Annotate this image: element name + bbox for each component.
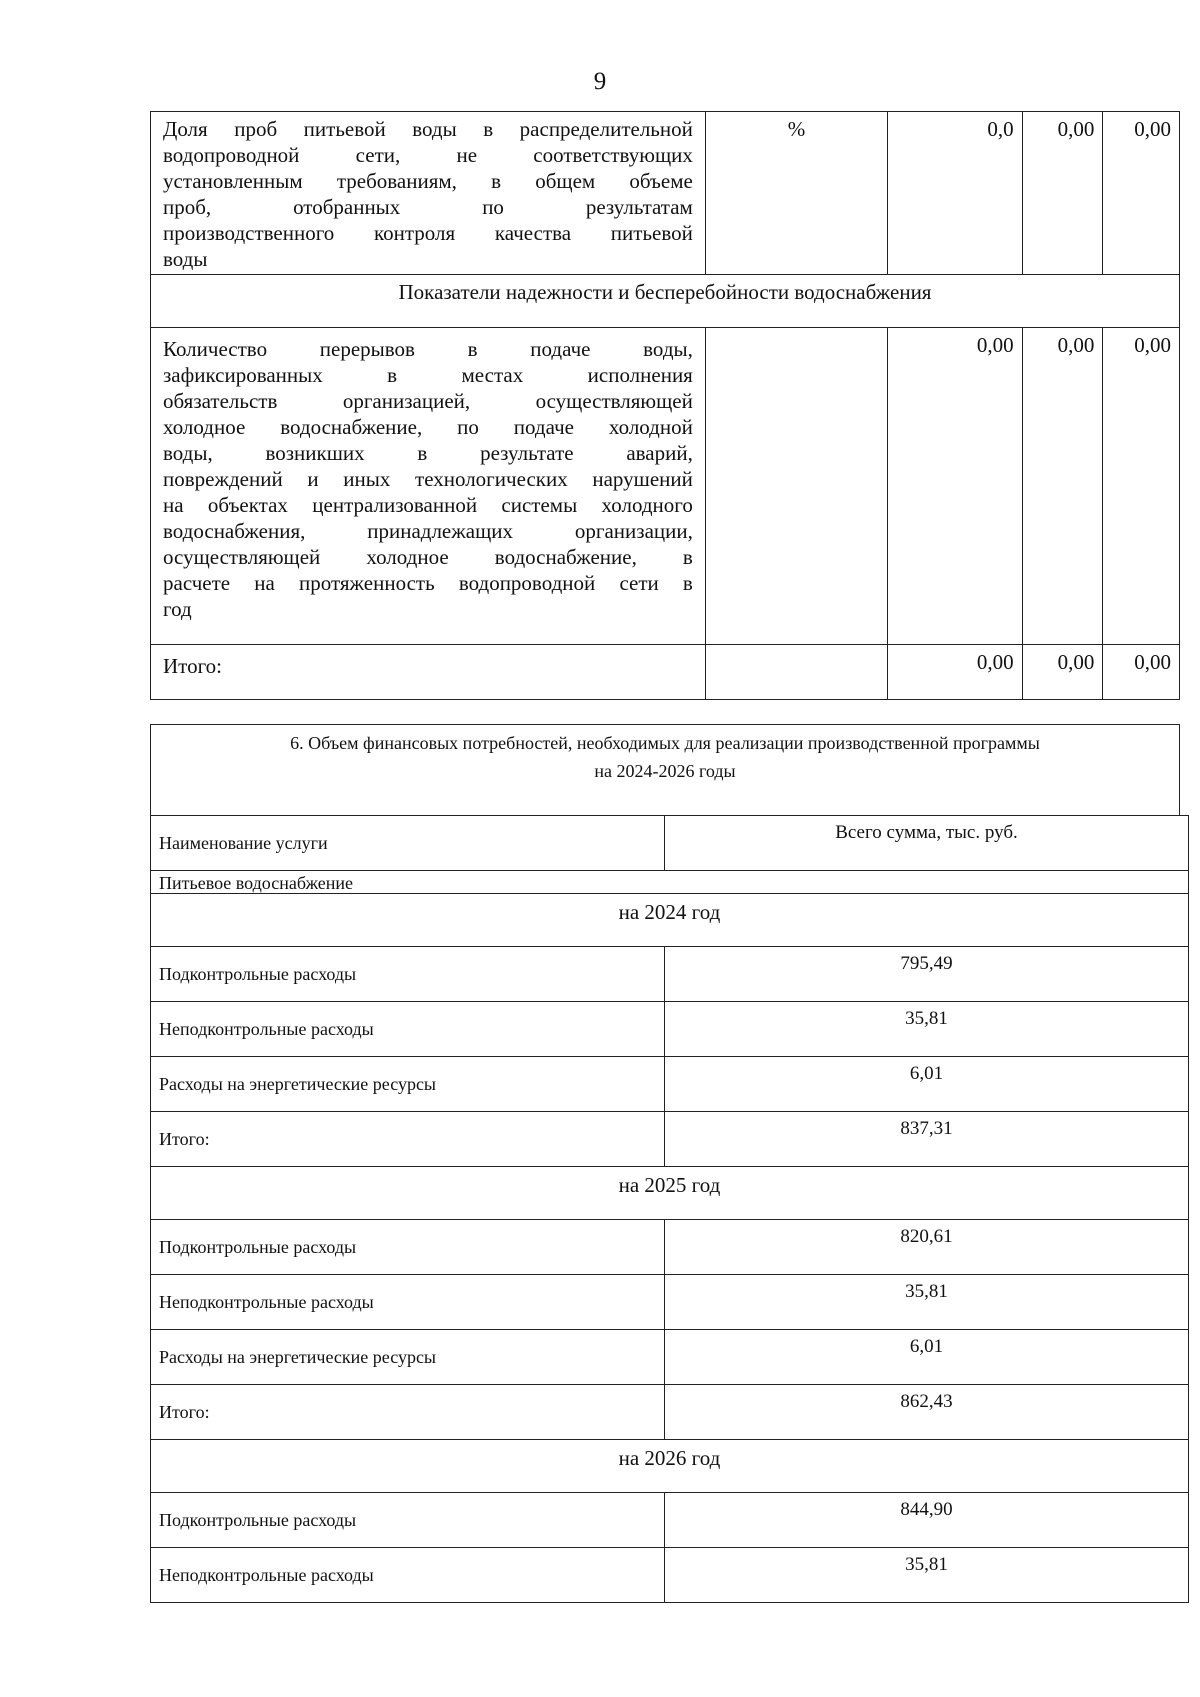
year-title: на 2024 год bbox=[151, 894, 1189, 947]
expense-label: Итого: bbox=[151, 1385, 665, 1440]
table-row bbox=[151, 328, 1180, 645]
table-row bbox=[151, 1220, 1189, 1275]
unit-cell: % bbox=[705, 112, 887, 275]
total-label: Итого: bbox=[151, 645, 706, 700]
expense-value: 6,01 bbox=[665, 1330, 1189, 1385]
service-name: Питьевое водоснабжение bbox=[151, 871, 1189, 894]
value-cell: 0,00 bbox=[1103, 112, 1180, 275]
description-line: проб, отобранных по результатам bbox=[163, 195, 693, 219]
value-cell: 0,0 bbox=[888, 112, 1023, 275]
description-line: год bbox=[163, 597, 192, 621]
total-row bbox=[151, 1385, 1189, 1440]
description-line: зафиксированных в местах исполнения bbox=[163, 363, 693, 387]
value-cell: 0,00 bbox=[888, 645, 1023, 700]
table-row bbox=[151, 1057, 1189, 1112]
indicator-description bbox=[151, 112, 706, 275]
page-number: 9 bbox=[593, 68, 607, 95]
expense-label: Расходы на энергетические ресурсы bbox=[151, 1330, 665, 1385]
table-row bbox=[151, 1002, 1189, 1057]
expense-label: Подконтрольные расходы bbox=[151, 1493, 665, 1548]
year-row bbox=[151, 894, 1189, 947]
description-line: обязательств организацией, осуществляющей bbox=[163, 389, 693, 413]
expense-value: 35,81 bbox=[665, 1548, 1189, 1603]
year-row bbox=[151, 1167, 1189, 1220]
unit-cell bbox=[705, 645, 887, 700]
unit-cell bbox=[705, 328, 887, 645]
service-row bbox=[151, 871, 1189, 894]
expense-label: Итого: bbox=[151, 1112, 665, 1167]
expense-label: Неподконтрольные расходы bbox=[151, 1275, 665, 1330]
description-line: повреждений и иных технологических нарушений bbox=[163, 467, 693, 491]
table-row bbox=[151, 947, 1189, 1002]
section-row bbox=[151, 275, 1180, 328]
expense-value: 6,01 bbox=[665, 1057, 1189, 1112]
expense-value: 35,81 bbox=[665, 1275, 1189, 1330]
expense-value: 820,61 bbox=[665, 1220, 1189, 1275]
total-row bbox=[151, 645, 1180, 700]
quality-indicators-table bbox=[150, 111, 1180, 700]
value-cell: 0,00 bbox=[1103, 328, 1180, 645]
heading-line: 6. Объем финансовых потребностей, необходимых для реализации производственной программы bbox=[290, 733, 1040, 753]
expense-label: Неподконтрольные расходы bbox=[151, 1548, 665, 1603]
total-row bbox=[151, 1112, 1189, 1167]
description-line: Количество перерывов в подаче воды, bbox=[163, 337, 693, 361]
description-line: установленным требованиям, в общем объеме bbox=[163, 169, 693, 193]
expense-label: Неподконтрольные расходы bbox=[151, 1002, 665, 1057]
expense-value: 795,49 bbox=[665, 947, 1189, 1002]
description-line: воды, возникших в результате аварий, bbox=[163, 441, 693, 465]
description-line: Доля проб питьевой воды в распределительной bbox=[163, 117, 693, 141]
expense-label: Расходы на энергетические ресурсы bbox=[151, 1057, 665, 1112]
table-header-row bbox=[151, 816, 1189, 871]
expense-value: 837,31 bbox=[665, 1112, 1189, 1167]
value-cell: 0,00 bbox=[888, 328, 1023, 645]
value-cell: 0,00 bbox=[1022, 112, 1103, 275]
table-row bbox=[151, 1275, 1189, 1330]
description-line: на объектах централизованной системы холодного bbox=[163, 493, 693, 517]
value-cell: 0,00 bbox=[1022, 645, 1103, 700]
description-line: расчете на протяженность водопроводной сети в bbox=[163, 571, 693, 595]
table-row bbox=[151, 1493, 1189, 1548]
year-title: на 2026 год bbox=[151, 1440, 1189, 1493]
column-header-service: Наименование услуги bbox=[151, 816, 665, 871]
description-line: холодное водоснабжение, по подаче холодной bbox=[163, 415, 693, 439]
value-cell: 0,00 bbox=[1022, 328, 1103, 645]
financial-needs-table bbox=[150, 815, 1189, 1603]
table-row bbox=[151, 112, 1180, 275]
expense-value: 862,43 bbox=[665, 1385, 1189, 1440]
value-cell: 0,00 bbox=[1103, 645, 1180, 700]
section-title: Показатели надежности и бесперебойности водоснабжения bbox=[151, 275, 1180, 328]
expense-value: 844,90 bbox=[665, 1493, 1189, 1548]
description-line: водоснабжения, принадлежащих организации, bbox=[163, 519, 693, 543]
heading-line: на 2024-2026 годы bbox=[594, 761, 736, 781]
expense-label: Подконтрольные расходы bbox=[151, 1220, 665, 1275]
column-header-total: Всего сумма, тыс. руб. bbox=[665, 816, 1189, 871]
year-title: на 2025 год bbox=[151, 1167, 1189, 1220]
description-line: осуществляющей холодное водоснабжение, в bbox=[163, 545, 693, 569]
financial-needs-section bbox=[150, 724, 1180, 1603]
table-row bbox=[151, 1330, 1189, 1385]
expense-value: 35,81 bbox=[665, 1002, 1189, 1057]
table-row bbox=[151, 1548, 1189, 1603]
description-line: воды bbox=[163, 247, 208, 271]
indicator-description bbox=[151, 328, 706, 645]
expense-label: Подконтрольные расходы bbox=[151, 947, 665, 1002]
year-row bbox=[151, 1440, 1189, 1493]
description-line: водопроводной сети, не соответствующих bbox=[163, 143, 693, 167]
financial-needs-heading bbox=[150, 724, 1180, 815]
description-line: производственного контроля качества питьевой bbox=[163, 221, 693, 245]
